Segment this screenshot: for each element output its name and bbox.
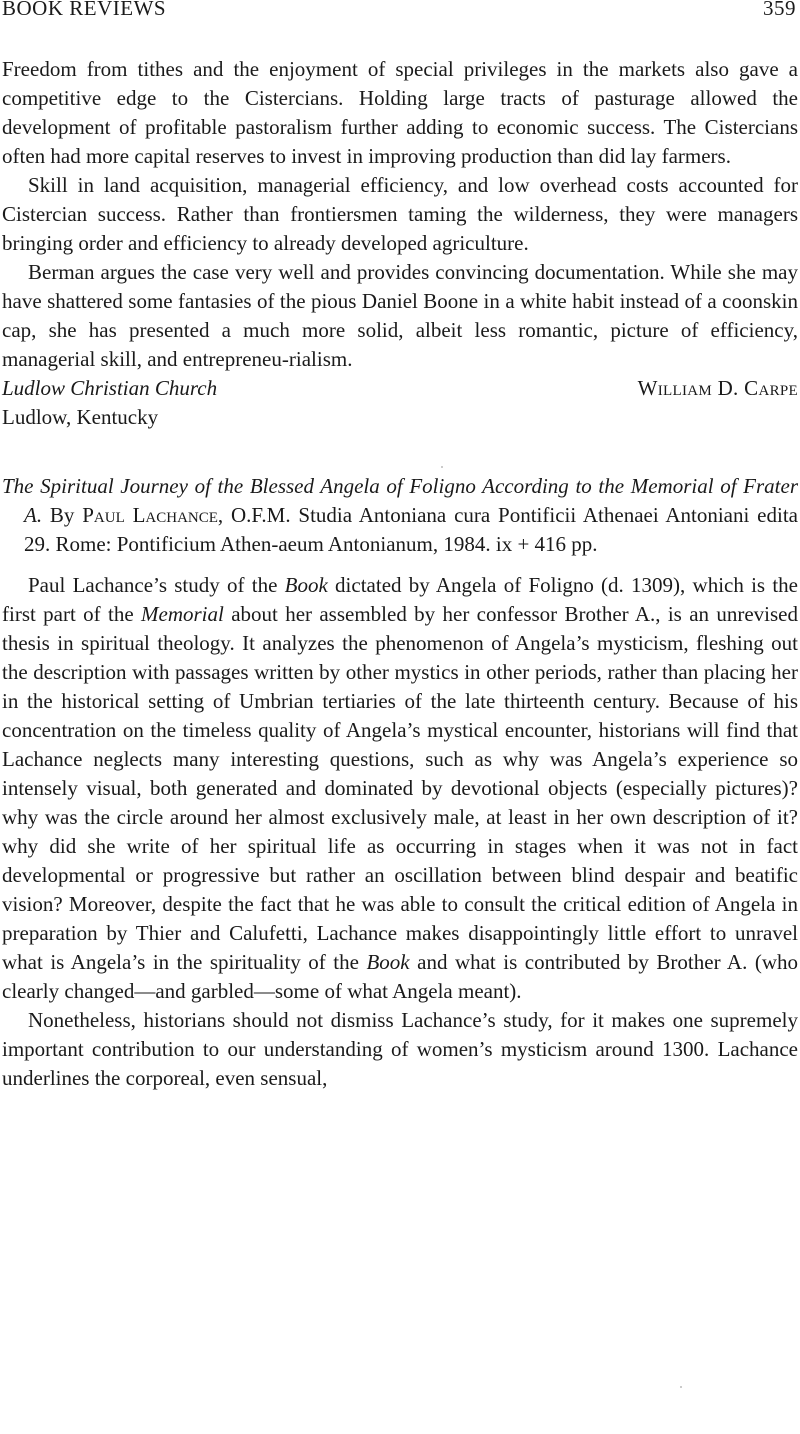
review2-paragraph-1 — [2, 571, 798, 1006]
print-speck — [680, 1386, 682, 1388]
book-citation — [2, 472, 798, 559]
reviewer-name: William D. Carpe — [637, 376, 798, 400]
running-head-section: BOOK REVIEWS — [2, 0, 167, 20]
running-head — [0, 0, 800, 24]
p1-text-e: about her assembled by her confessor Brother A., is an unrevised thesis in spiritual theology. It analyzes the phenomenon of Angela’s mysticism, fleshing out the description with passages written by other mystics in other periods, rather than placing her in the historical setting of Umbrian tertiaries of the late thirteenth century. Because of his concentration on the timeless quality of Angela’s mystical encounter, historians will find that Lachance neglects many interesting questions, such as why was Angela’s experience so intensely visual, both generated and dominated by devotional objects (especially pictures)? why was the circle around her almost exclusively male, at least in her own description of it? why did she write of her spiritual life as occurring in stages when it was not in fact developmental or progressive but rather an oscillation between blind despair and beatific vision? Moreover, despite the fact that he was able to consult the critical edition of Angela in preparation by Thier and Calufetti, Lachance makes disappointingly little effort to unravel what is Angela’s in the spirituality of the — [2, 602, 799, 974]
citation-details: , O.F.M. Studia Antoniana cura Pontificii Athenaei Antoniani edita 29. Rome: Pontificium Athen-aeum Antonianum, 1984. ix + 416 pp. — [24, 503, 798, 556]
citation-by: By — [42, 503, 83, 527]
review1-paragraph-3: Berman argues the case very well and provides convincing documentation. While she may have shattered some fantasies of the pious Daniel Boone in a white habit instead of a coonskin cap, she has presented a much more solid, albeit less romantic, picture of efficiency, managerial skill, and entrepreneu-rialism. — [2, 260, 798, 371]
reviewer-place: Ludlow, Kentucky — [2, 405, 159, 429]
reviewer-signature — [2, 374, 798, 403]
review2-paragraph-2: Nonetheless, historians should not dismiss Lachance’s study, for it makes one supremely important contribution to our understanding of women’s mysticism around 1300. Lachance underlines the corporeal, even sensual, — [2, 1008, 798, 1090]
body-text — [2, 55, 798, 1093]
p1-text-c: dictated by Angela of Foligno (d. 1309), which is the first part of the — [2, 573, 798, 626]
p1-text-a: Paul Lachance’s study of the — [28, 573, 285, 597]
p1-memorial-title: Memorial — [141, 602, 224, 626]
section-gap — [2, 432, 798, 472]
p1-book-title-1: Book — [284, 573, 328, 597]
p1-book-title-2: Book — [366, 950, 410, 974]
book-title: The Spiritual Journey of the Blessed Angela of Foligno According to the Memorial of Frater A. — [2, 474, 798, 527]
review1-paragraph-2: Skill in land acquisition, managerial efficiency, and low overhead costs accounted for Cistercian success. Rather than frontiersmen taming the wilderness, they were managers bringing order and efficiency to already developed agriculture. — [2, 173, 798, 255]
page-number: 359 — [763, 0, 796, 20]
review1-paragraph-1: Freedom from tithes and the enjoyment of special privileges in the markets also gave a competitive edge to the Cistercians. Holding large tracts of pasturage allowed the development of profitable pastoralism further adding to economic success. The Cistercians often had more capital reserves to invest in improving production than did lay farmers. — [2, 57, 798, 168]
citation-gap — [2, 559, 798, 571]
print-speck — [441, 466, 443, 468]
p1-text-g: and what is contributed by Brother A. (who clearly changed—and garbled—some of what Angela meant). — [2, 950, 798, 1003]
reviewer-institution: Ludlow Christian Church — [2, 376, 218, 400]
book-author: Paul Lachance — [82, 503, 218, 527]
